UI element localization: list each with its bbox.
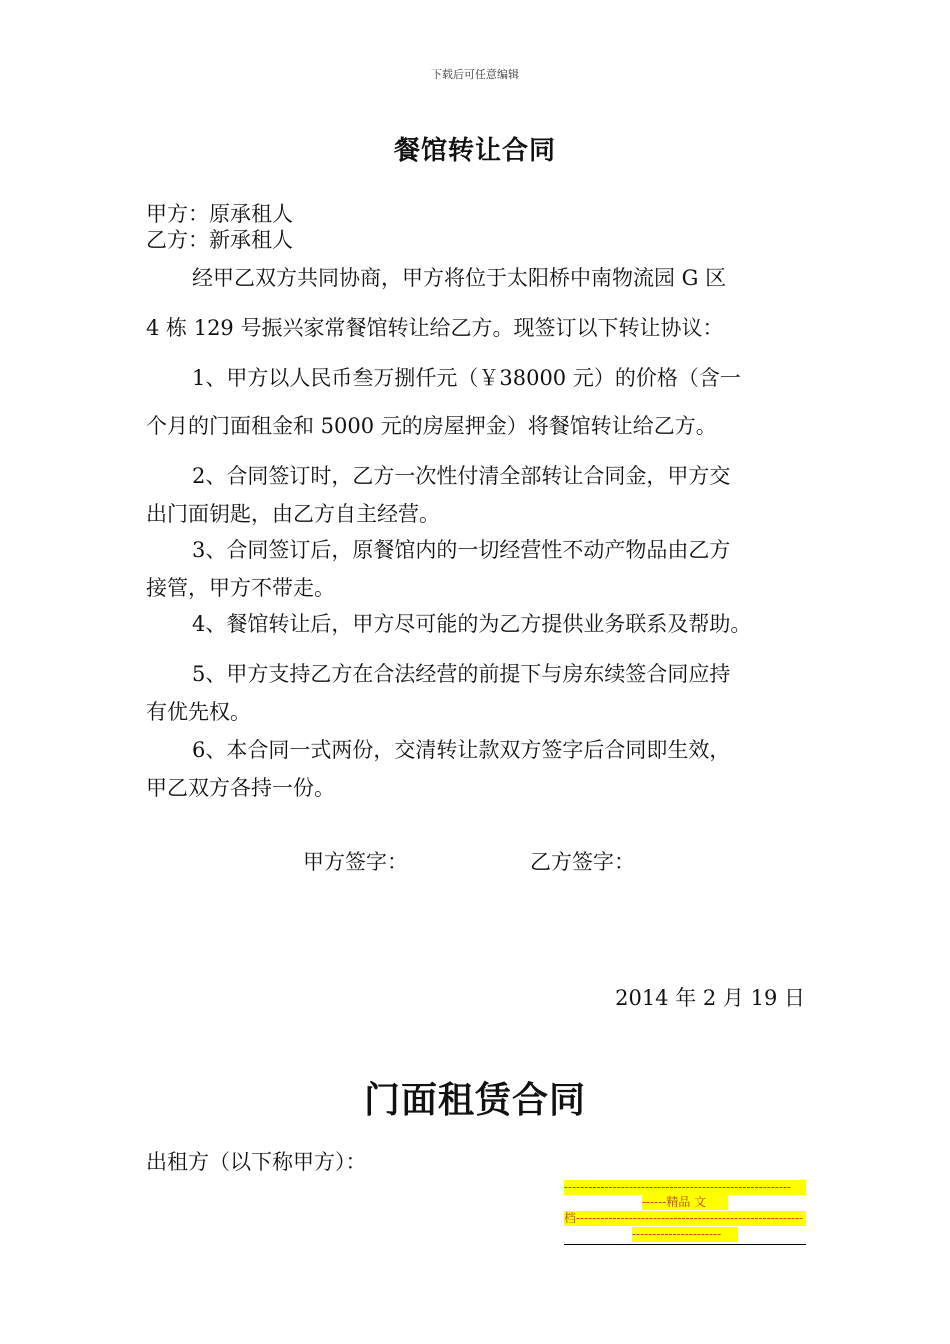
clause-4-line-1: 4、餐馆转让后，甲方尽可能的为乙方提供业务联系及帮助。 (192, 612, 752, 636)
contract-title: 餐馆转让合同 (393, 136, 556, 166)
lease-contract-title: 门面租赁合同 (363, 1079, 586, 1121)
watermark-line-2: ------精品 文 (642, 1195, 728, 1210)
clause-2-line-2: 出门面钥匙，由乙方自主经营。 (146, 502, 440, 526)
clause-3-line-1: 3、合同签订后，原餐馆内的一切经营性不动产物品由乙方 (192, 538, 731, 562)
clause-3-line-2: 接管，甲方不带走。 (146, 576, 335, 600)
clause-2-line-1: 2、合同签订时，乙方一次性付清全部转让合同金，甲方交 (192, 464, 731, 488)
signature-b-label: 乙方签字： (530, 850, 635, 874)
watermark-line-1: -------------------------------------------------------- (564, 1180, 806, 1195)
clause-6-line-1: 6、本合同一式两份，交清转让款双方签字后合同即生效， (192, 738, 731, 762)
clause-5-line-1: 5、甲方支持乙方在合法经营的前提下与房东续签合同应持 (192, 662, 731, 686)
watermark-line-3: 档-------------------------------------------------------- (564, 1211, 806, 1226)
intro-paragraph-line-2: 4 栋 129 号振兴家常餐馆转让给乙方。现签订以下转让协议： (146, 316, 724, 340)
watermark-line-4: ---------------------- (632, 1227, 738, 1242)
clause-5-line-2: 有优先权。 (146, 700, 251, 724)
footer-watermark (564, 1180, 806, 1245)
signature-a-label: 甲方签字： (303, 850, 408, 874)
contract-date: 2014 年 2 月 19 日 (615, 986, 805, 1010)
party-b-line: 乙方：新承租人 (146, 228, 293, 252)
intro-paragraph-line-1: 经甲乙双方共同协商，甲方将位于太阳桥中南物流园 G 区 (192, 266, 727, 290)
party-a-line: 甲方：原承租人 (146, 202, 293, 226)
clause-1-line-1: 1、甲方以人民币叁万捌仟元（￥38000 元）的价格（含一 (192, 366, 741, 390)
lessor-line: 出租方（以下称甲方）： (146, 1150, 367, 1174)
clause-1-line-2: 个月的门面租金和 5000 元的房屋押金）将餐馆转让给乙方。 (146, 414, 717, 438)
clause-6-line-2: 甲乙双方各持一份。 (146, 776, 335, 800)
header-note: 下载后可任意编辑 (431, 68, 519, 81)
